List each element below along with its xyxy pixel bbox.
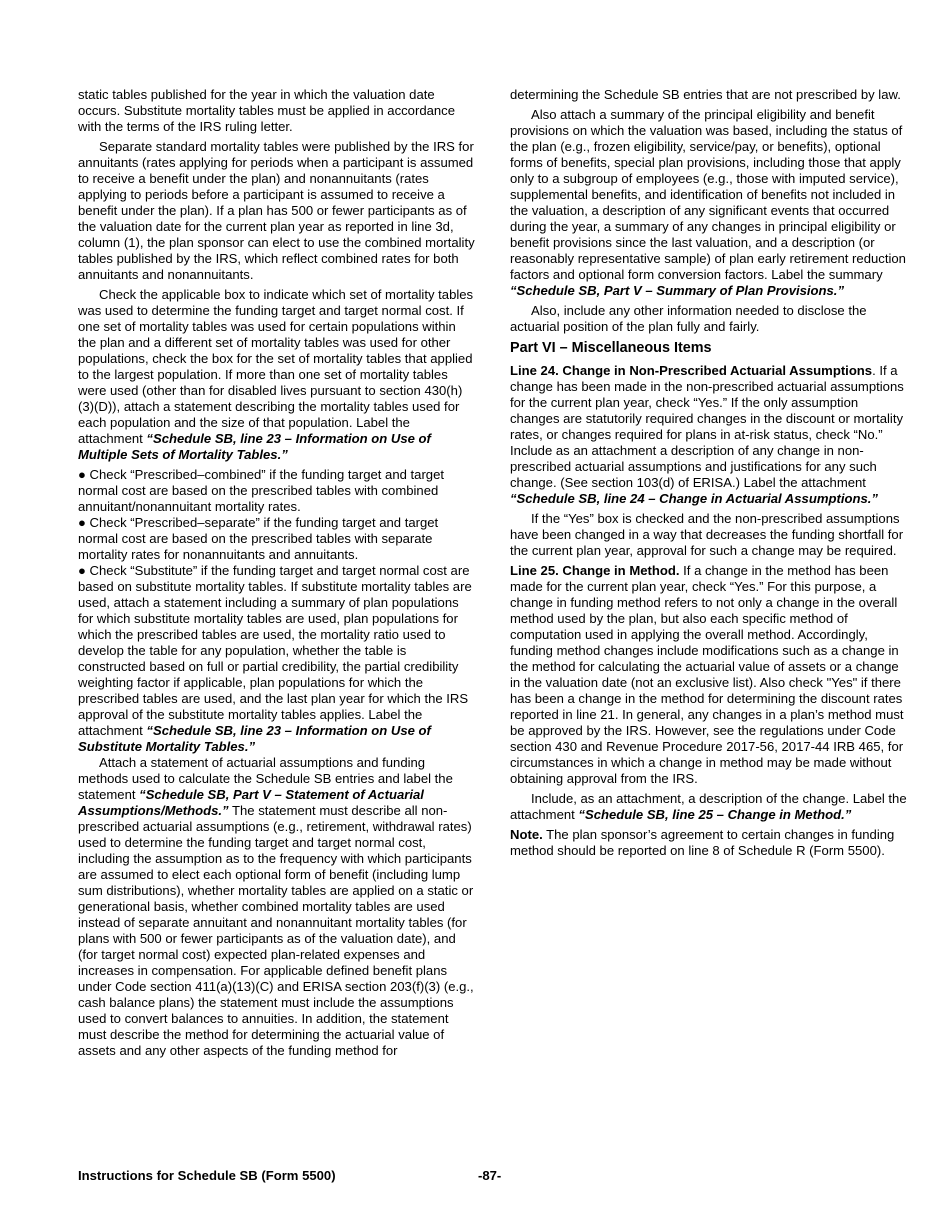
section-heading-part-vi: Part VI – Miscellaneous Items — [510, 340, 712, 356]
left-paragraph-2: Separate standard mortality tables were published by the IRS for annuitants (rates applying for periods when a participant is assumed to receive a benefit under the plan) and nonannuitants (rates applying to periods before a participant is assumed to receive a benefit under the plan). If a plan has 500 or fewer participants as of the valuation date for the current plan year as reported in line 3d, column (1), the plan sponsor can elect to use the combined mortality tables published by the IRS, which reflect combined rates for both annuitants and nonannuitants. — [78, 139, 475, 282]
left-paragraph-4-text-a: Attach a statement of actuarial assumptions and funding methods used to calculate the Schedule SB entries and label the statement — [78, 755, 453, 802]
right-column — [510, 87, 908, 863]
multiple-mortality-attachment-label: “Schedule SB, line 23 – Information on Use of Multiple Sets of Mortality Tables.” — [78, 431, 431, 462]
line-25-text: If a change in the method has been made for the current plan year, check “Yes.” For this purpose, a change in funding method refers to not only a change in the overall method used by the plan, but also each specific method of computation used in applying the overall method. Accordingly, funding method changes include modifications such as a change in the method for calculating the actuarial value of assets or a change in the valuation date (not an exclusive list). Also check "Yes" if there has been a change in the method for determining the discount rates reported in line 21. In general, any changes in a plan’s method must be approved by the IRS. However, see the regulations under Code section 430 and Revenue Procedure 2017-56, 2017-44 IRB 465, for circumstances in which a change in method may be made without obtaining approval from the IRS. — [510, 563, 904, 786]
left-paragraph-3 — [78, 287, 476, 463]
note-paragraph — [510, 827, 908, 859]
right-paragraph-2 — [510, 107, 908, 299]
mortality-checkbox-bullets — [78, 467, 476, 755]
line-24-heading: Line 24. Change in Non-Prescribed Actuarial Assumptions — [510, 363, 873, 378]
substitute-mortality-attachment-label: “Schedule SB, line 23 – Information on Use of Substitute Mortality Tables.” — [78, 723, 431, 754]
left-paragraph-3-text: Check the applicable box to indicate which set of mortality tables was used to determine the funding target and target normal cost. If one set of mortality tables was used for certain populations within the plan and a different set of mortality tables was used for other populations, check the box for the set of mortality tables that applied to the largest population. If more than one set of mortality tables were used (other than for disabled lives pursuant to section 430(h)(3)(D)), attach a statement describing the mortality tables used for each population and the size of that population. Label the attachment — [78, 287, 474, 446]
note-heading: Note. — [510, 827, 543, 842]
right-paragraph-1: determining the Schedule SB entries that are not prescribed by law. — [510, 87, 901, 102]
right-paragraph-3: Also, include any other information needed to disclose the actuarial position of the plan fully and fairly. — [510, 303, 867, 334]
left-paragraph-1: static tables published for the year in which the valuation date occurs. Substitute mortality tables must be applied in accordance with the terms of the IRS ruling letter. — [78, 87, 456, 134]
plan-provisions-attachment-label: “Schedule SB, Part V – Summary of Plan Provisions.” — [510, 283, 844, 298]
note-text: The plan sponsor’s agreement to certain changes in funding method should be reported on line 8 of Schedule R (Form 5500). — [510, 827, 895, 858]
line-24-text: . If a change has been made in the non-prescribed actuarial assumptions for the current plan year, check “Yes.” If the only assumption changes are statutorily required changes in the discount or mortality rates, or changes required for plans in at-risk status, check “No.” Include as an attachment a description of any change in non-prescribed actuarial assumptions and justifications for any such change. (See section 103(d) of ERISA.) Label the attachment — [510, 363, 904, 490]
bullet-substitute-text: ● Check “Substitute” if the funding target and target normal cost are based on substitute mortality tables. If substitute mortality tables are used, attach a statement including a summary of plan populations for which substitute mortality tables are used, plan populations for which the prescribed tables are used, the mortality ratio used to develop the table for any population, whether the table is constructed based on full or partial credibility, the partial credibility weighting factor if applicable, plan populations for which the prescribed tables are used, and the last plan year for which the IRS approval of the substitute mortality tables applies. Label the attachment — [78, 563, 472, 738]
right-paragraph-yes-box: If the “Yes” box is checked and the non-prescribed assumptions have been changed in a way that decreases the funding shortfall for the current plan year, approval for such a change may be required. — [510, 511, 904, 558]
right-paragraph-include-text: Include, as an attachment, a description of the change. Label the attachment — [510, 791, 907, 822]
line-24-attachment-label: “Schedule SB, line 24 – Change in Actuarial Assumptions.” — [510, 491, 878, 506]
line-25-paragraph — [510, 563, 908, 787]
left-column — [78, 87, 476, 1063]
bullet-substitute — [78, 563, 476, 755]
footer-document-title: Instructions for Schedule SB (Form 5500) — [78, 1168, 336, 1183]
line-25-heading: Line 25. Change in Method. — [510, 563, 680, 578]
left-paragraph-4 — [78, 755, 476, 1059]
right-paragraph-2-text: Also attach a summary of the principal eligibility and benefit provisions on which the valuation was based, including the status of the plan (e.g., frozen eligibility, service/pay, or benefits), optional forms of benefits, special plan provisions, including those that apply only to a subgroup of employees (e.g., those with imputed service), supplemental benefits, and identification of benefits not included in the valuation, a description of any significant events that occurred during the year, a summary of any changes in principal eligibility or benefit provisions since the last valuation, and a description (or reasonably representative sample) of plan early retirement reduction factors and optional form conversion factors. Label the summary — [510, 107, 906, 282]
right-paragraph-include — [510, 791, 908, 823]
footer-page-number: -87- — [478, 1168, 502, 1183]
line-25-attachment-label: “Schedule SB, line 25 – Change in Method.” — [578, 807, 852, 822]
line-24-paragraph — [510, 363, 908, 507]
bullet-prescribed-separate: ● Check “Prescribed–separate” if the funding target and target normal cost are based on the prescribed tables with separate mortality rates for nonannuitants and annuitants. — [78, 515, 439, 562]
bullet-prescribed-combined: ● Check “Prescribed–combined” if the funding target and target normal cost are based on the prescribed tables with combined annuitant/nonannuitant mortality rates. — [78, 467, 445, 514]
actuarial-assumptions-attachment-label: “Schedule SB, Part V – Statement of Actuarial Assumptions/Methods.” — [78, 787, 424, 818]
left-paragraph-4-text-b: The statement must describe all non-prescribed actuarial assumptions (e.g., retirement, withdrawal rates) used to determine the funding target and target normal cost, including the assumption as to the frequency with which participants are assumed to elect each optional form of benefit (including lump sum distributions), whether mortality tables are applied on a static or generational basis, whether combined mortality tables are used instead of separate annuitant and nonannuitant mortality tables (for plans with 500 or fewer participants as of the valuation date), and (for target normal cost) expected plan-related expenses and increases in compensation. For applicable defined benefit plans under Code section 411(a)(13)(C) and ERISA section 203(f)(3) (e.g., cash balance plans) the statement must include the assumptions used to convert balances to annuities. In addition, the statement must describe the method for determining the actuarial value of assets and any other aspects of the funding method for — [78, 803, 474, 1058]
